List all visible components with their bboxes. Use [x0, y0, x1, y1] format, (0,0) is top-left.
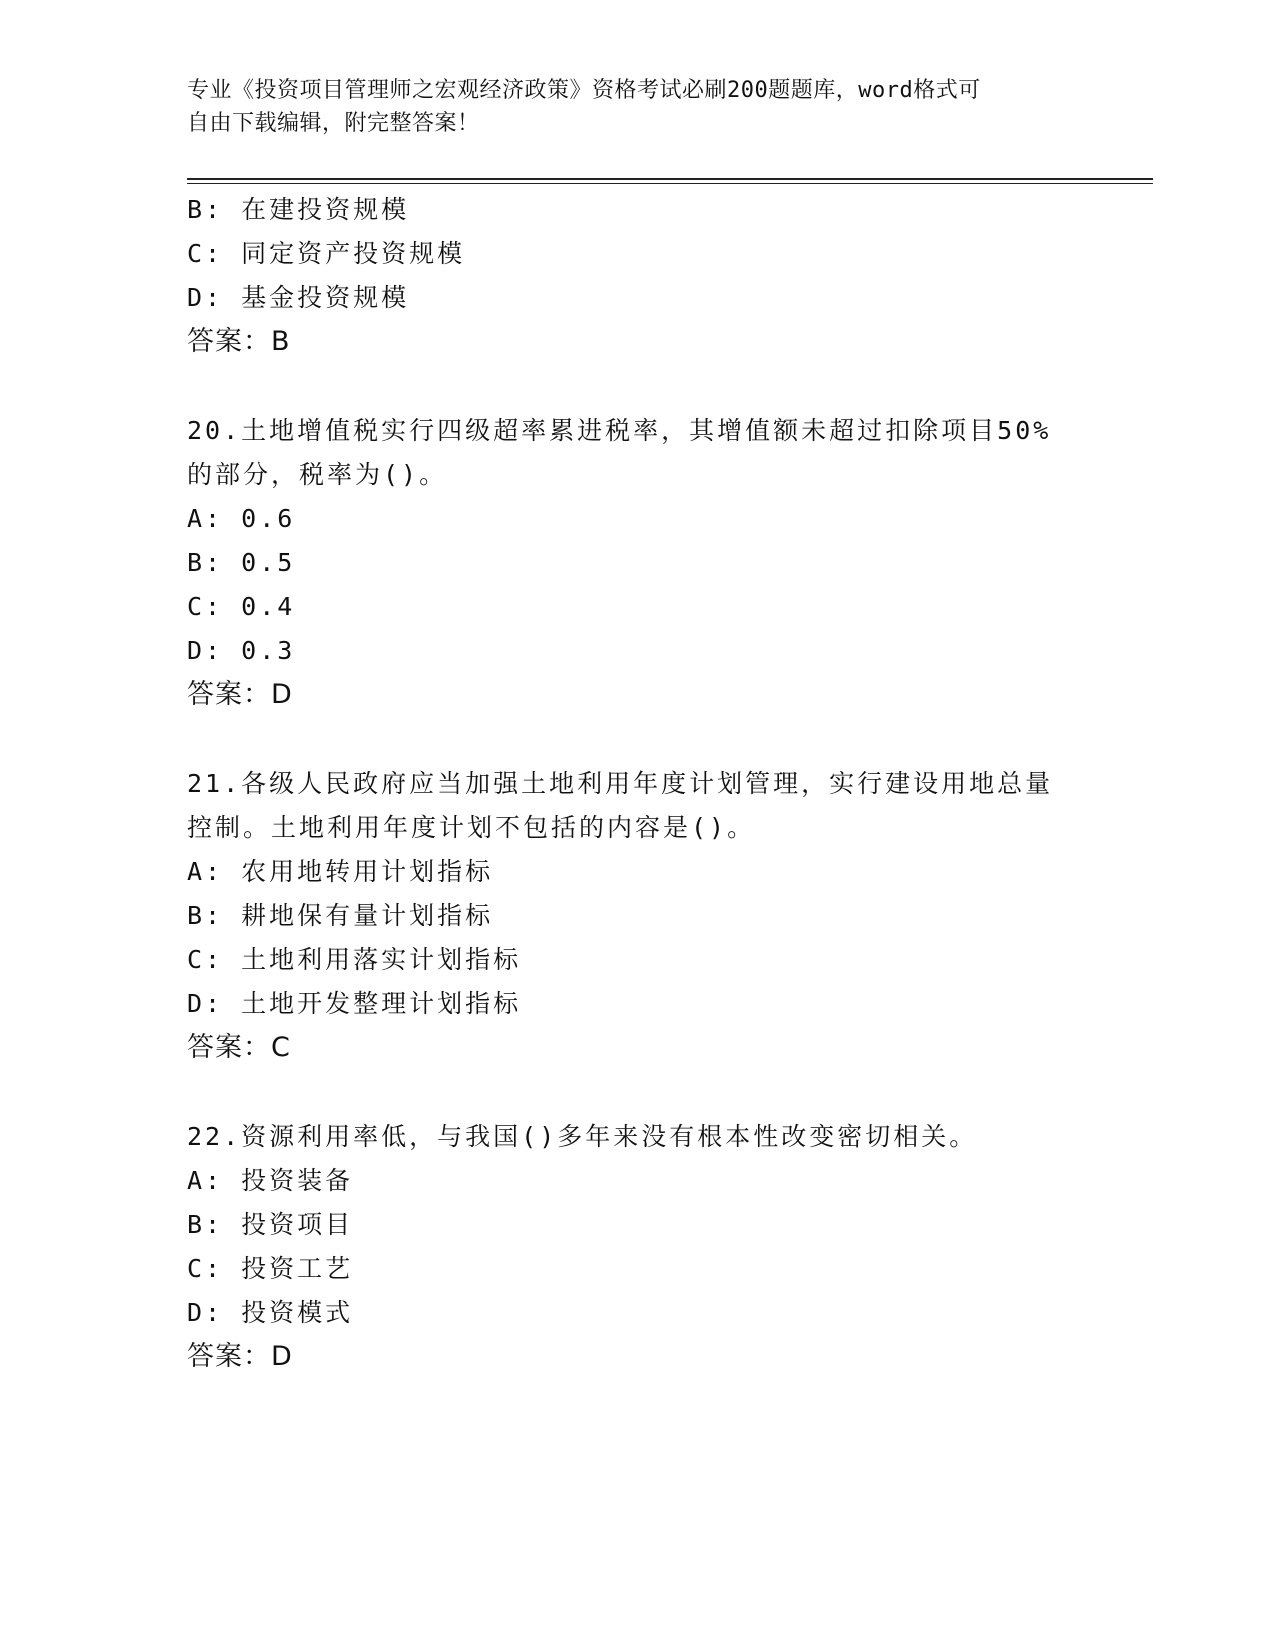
document-header — [187, 74, 1087, 140]
q21-option-d: D: 土地开发整理计划指标 — [187, 989, 522, 1018]
q22-option-b: B: 投资项目 — [187, 1210, 354, 1239]
q21-option-c: C: 土地利用落实计划指标 — [187, 945, 522, 974]
q22-option-d: D: 投资模式 — [187, 1298, 354, 1327]
q20-answer: 答案：D — [187, 679, 293, 710]
q21-option-a: A: 农用地转用计划指标 — [187, 857, 494, 886]
q21-stem-line-2: 控制。土地利用年度计划不包括的内容是()。 — [187, 813, 756, 842]
q20-option-c: C: 0.4 — [187, 592, 296, 621]
prev-option-b: B: 在建投资规模 — [187, 195, 410, 224]
q21-answer: 答案：C — [187, 1032, 291, 1063]
q20-stem-line-1: 20.土地增值税实行四级超率累进税率，其增值额未超过扣除项目50% — [187, 416, 1052, 445]
q20-stem-line-2: 的部分，税率为()。 — [187, 460, 448, 489]
header-line-1: 专业《投资项目管理师之宏观经济政策》资格考试必刷200题题库，word格式可 — [187, 78, 981, 103]
q22-option-c: C: 投资工艺 — [187, 1254, 354, 1283]
q20-option-b: B: 0.5 — [187, 548, 296, 577]
q20-option-a: A: 0.6 — [187, 504, 296, 533]
q21-option-b: B: 耕地保有量计划指标 — [187, 901, 494, 930]
header-divider-thin — [187, 183, 1153, 184]
q20-option-d: D: 0.3 — [187, 636, 296, 665]
q22-stem-line-1: 22.资源利用率低，与我国()多年来没有根本性改变密切相关。 — [187, 1122, 978, 1151]
prev-option-d: D: 基金投资规模 — [187, 283, 410, 312]
prev-answer: 答案：B — [187, 326, 291, 357]
q22-option-a: A: 投资装备 — [187, 1166, 354, 1195]
q22-answer: 答案：D — [187, 1341, 293, 1372]
prev-option-c: C: 同定资产投资规模 — [187, 239, 466, 268]
q21-stem-line-1: 21.各级人民政府应当加强土地利用年度计划管理，实行建设用地总量 — [187, 769, 1054, 798]
header-line-2: 自由下载编辑，附完整答案！ — [187, 111, 480, 136]
header-divider-thick — [187, 178, 1153, 180]
